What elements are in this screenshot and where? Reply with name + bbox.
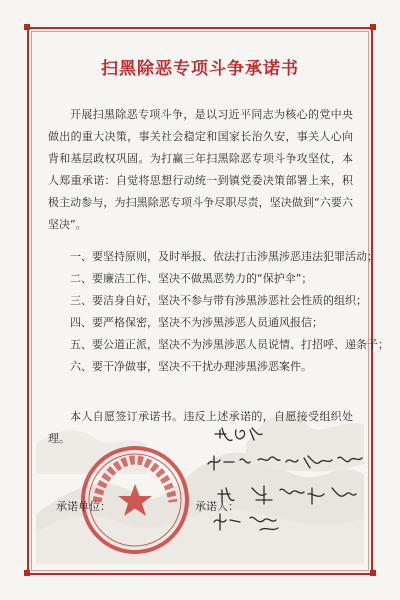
frame-corner-top-left [24, 24, 30, 30]
intro-paragraph: 开展扫黑除恶专项斗争，是以习近平同志为核心的党中央做出的重大决策，事关社会稳定和国家长治久安，事关人心向背和基层政权巩固。为打赢三年扫黑除恶专项斗争攻坚仗，本人郑重承诺：自觉将思想行动统一到镇党委决策部署上来，积极主动参与，为扫黑除恶专项斗争尽职尽责，坚决做到“六要六坚决”。 [48, 108, 353, 231]
commitment-item: 三、要洁身自好，坚决不参与带有涉黑涉恶社会性质的组织； [70, 294, 367, 307]
commitment-item: 二、要廉洁工作、坚决不做黑恶势力的“保护伞”； [70, 272, 313, 285]
pledge-unit-label: 承诺单位： [56, 500, 111, 513]
document-body [48, 104, 389, 450]
frame-corner-bottom-left [24, 570, 30, 576]
closing-paragraph: 本人自愿签订承诺书。违反上述承诺的，自愿接受组织处理。 [48, 410, 353, 445]
handwritten-signatures [200, 422, 370, 547]
commitment-item: 四、要严格保密，坚决不为涉黑涉恶人员通风报信； [70, 316, 323, 329]
commitment-item: 一、要坚持原则，及时举报、依法打击涉黑涉恶违法犯罪活动； [70, 250, 378, 263]
pledger-label: 承诺人： [195, 500, 239, 513]
commitment-list [48, 246, 389, 378]
frame-corner-top-right [370, 24, 376, 30]
commitment-item: 五、要公道正派，坚决不为涉黑涉恶人员说情、打招呼、递条子； [70, 338, 389, 351]
frame-corner-bottom-right [370, 570, 376, 576]
commitment-item: 六、要干净做事，坚决不干扰办理涉黑涉恶案件。 [70, 360, 312, 373]
document-title: 扫黑除恶专项斗争承诺书 [101, 59, 299, 79]
